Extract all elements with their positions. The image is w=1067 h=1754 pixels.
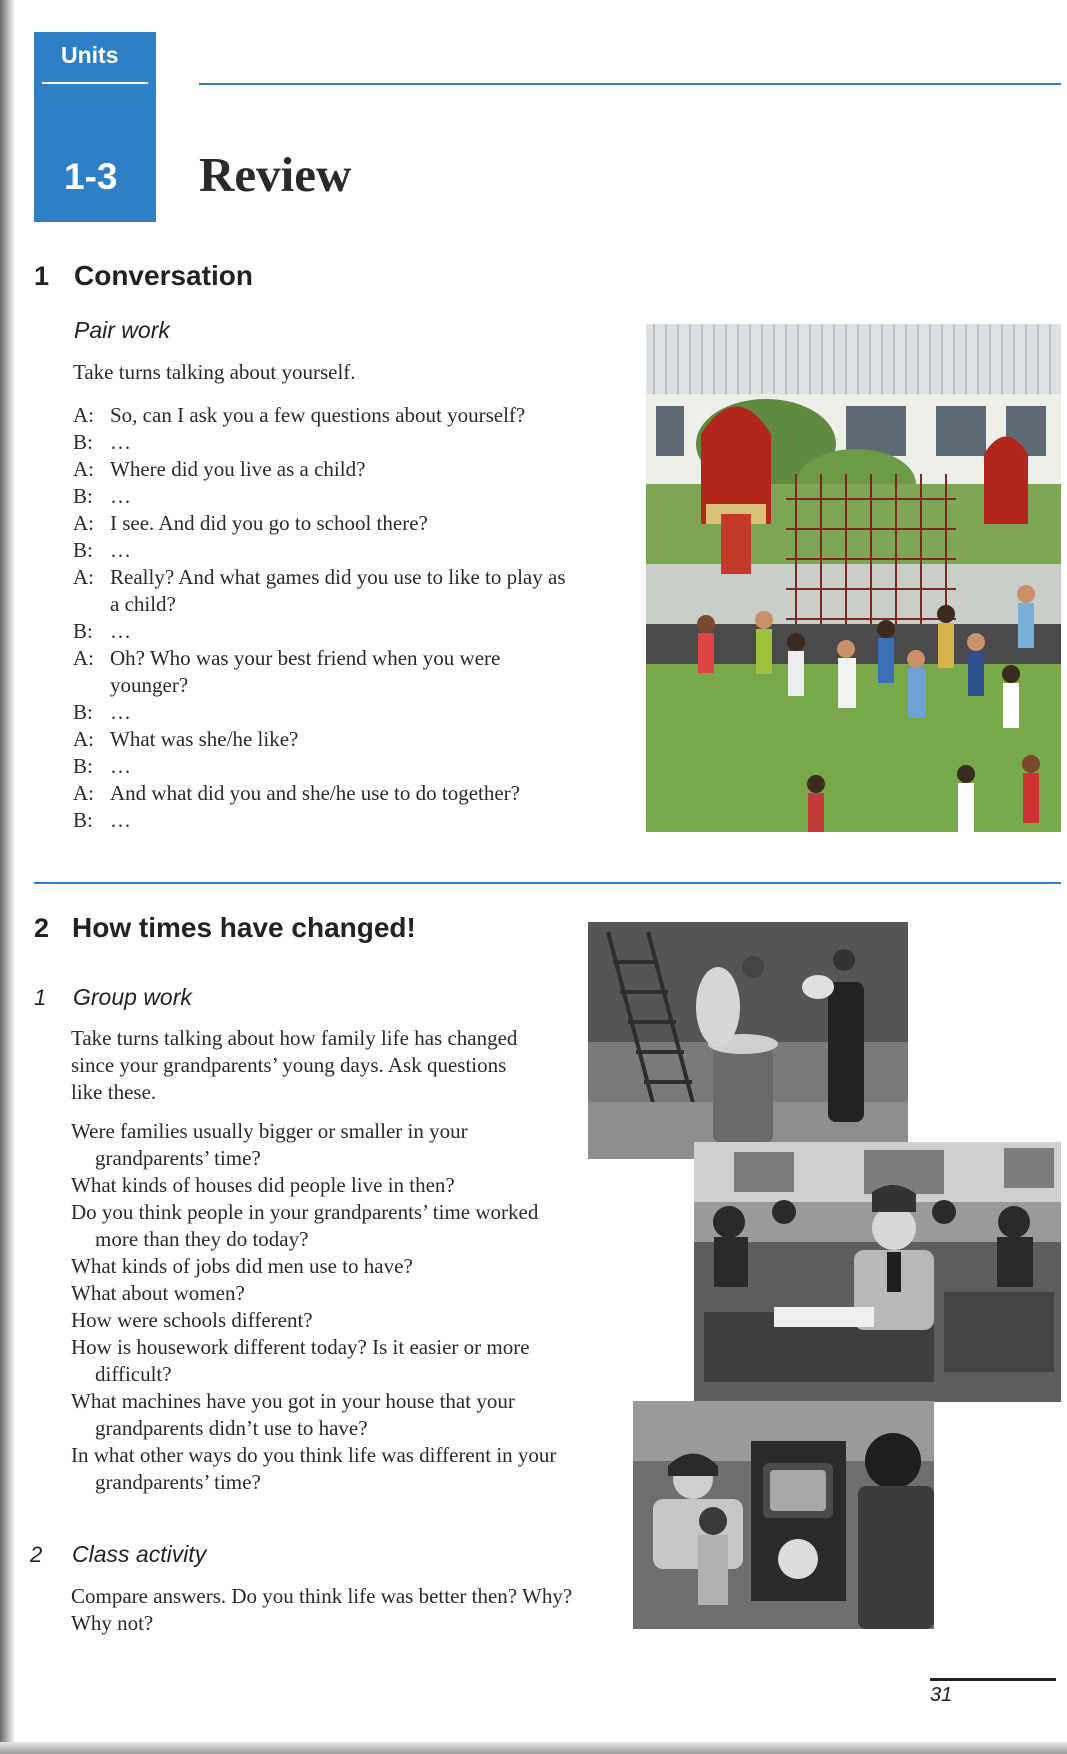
dialog-line: A: Really? And what games did you use to like to play as a child? bbox=[73, 565, 566, 616]
dialog-line: A: Where did you live as a child? bbox=[73, 457, 366, 481]
scan-edge-bottom bbox=[0, 1742, 1067, 1754]
laundry-photo bbox=[588, 922, 908, 1159]
question-item: What machines have you got in your house that your grandparents didn’t use to have? bbox=[71, 1389, 515, 1440]
section-2-number: 2 bbox=[34, 913, 50, 943]
part-2-number: 2 bbox=[30, 1542, 43, 1567]
dialog-line: A: What was she/he like? bbox=[73, 727, 299, 751]
section-1-subheading: Pair work bbox=[74, 317, 170, 343]
question-item: How were schools different? bbox=[71, 1308, 313, 1332]
question-item: How is housework different today? Is it easier or more difficult? bbox=[71, 1335, 530, 1386]
units-badge bbox=[34, 32, 156, 222]
dialog-line: A: And what did you and she/he use to do together? bbox=[73, 781, 520, 805]
section-divider bbox=[34, 882, 1061, 884]
section-1-instruction: Take turns talking about yourself. bbox=[73, 360, 356, 384]
part-1-instruction: Take turns talking about how family life has changed since your grandparents’ young days. Ask questions like these. bbox=[71, 1026, 518, 1104]
question-item: What kinds of houses did people live in then? bbox=[71, 1173, 455, 1197]
part-1-subheading: Group work bbox=[73, 984, 192, 1010]
page-title: Review bbox=[199, 147, 352, 202]
dialog-line: B: … bbox=[73, 808, 131, 832]
scan-edge-left bbox=[0, 0, 14, 1754]
page-number: 31 bbox=[930, 1684, 953, 1706]
dialog-list bbox=[73, 402, 593, 834]
section-1-title: Conversation bbox=[74, 260, 253, 291]
question-item: What kinds of jobs did men use to have? bbox=[71, 1254, 413, 1278]
dialog-line: B: … bbox=[73, 484, 131, 508]
dialog-line: A: So, can I ask you a few questions about yourself? bbox=[73, 403, 526, 427]
question-item: Do you think people in your grandparents’ time worked more than they do today? bbox=[71, 1200, 539, 1251]
dialog-line: B: … bbox=[73, 430, 131, 454]
question-item: Were families usually bigger or smaller in your grandparents’ time? bbox=[71, 1119, 468, 1170]
classroom-photo bbox=[694, 1142, 1061, 1402]
header-rule bbox=[199, 83, 1061, 85]
part-2-instruction: Compare answers. Do you think life was better then? Why? Why not? bbox=[71, 1584, 573, 1635]
units-badge-divider bbox=[42, 82, 148, 84]
question-list bbox=[71, 1118, 591, 1496]
dialog-line: B: … bbox=[73, 619, 131, 643]
dialog-line: A: Oh? Who was your best friend when you were younger? bbox=[73, 646, 501, 697]
dialog-line: B: … bbox=[73, 538, 131, 562]
question-item: In what other ways do you think life was different in your grandparents’ time? bbox=[71, 1443, 557, 1494]
dialog-line: B: … bbox=[73, 754, 131, 778]
television-photo bbox=[633, 1401, 934, 1629]
part-1-number: 1 bbox=[34, 985, 47, 1010]
playground-photo bbox=[646, 324, 1061, 832]
units-label: Units bbox=[61, 42, 119, 68]
part-2-subheading: Class activity bbox=[72, 1541, 207, 1567]
question-item: What about women? bbox=[71, 1281, 245, 1305]
section-1-number: 1 bbox=[34, 261, 50, 291]
footer-rule bbox=[930, 1678, 1056, 1681]
section-2-title: How times have changed! bbox=[72, 912, 416, 943]
dialog-line: A: I see. And did you go to school there? bbox=[73, 511, 428, 535]
dialog-line: B: … bbox=[73, 700, 131, 724]
units-number: 1-3 bbox=[64, 156, 118, 197]
